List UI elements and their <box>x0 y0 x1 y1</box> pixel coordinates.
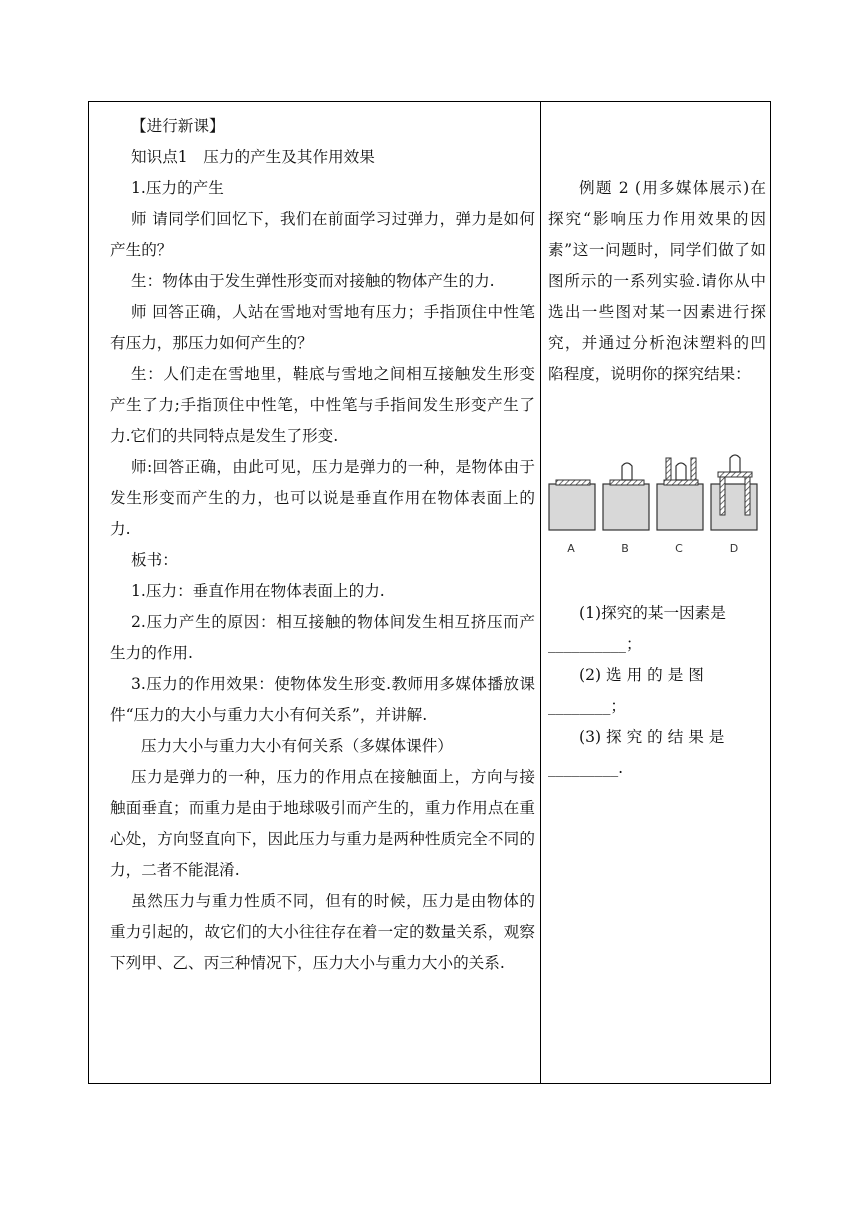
experiment-figure <box>548 450 766 560</box>
answer-blank-3[interactable]: _________. <box>548 759 624 777</box>
figure-label-a: A <box>567 542 575 555</box>
figure-c <box>657 458 703 530</box>
teacher-question-2: 师 回答正确，人站在雪地对雪地有压力；手指顶住中性笔有压力，那压力如何产生的？ <box>110 303 535 352</box>
question-1: (1)探究的某一因素是 __________； <box>548 604 726 653</box>
figure-b <box>603 463 649 530</box>
right-column <box>548 111 766 784</box>
question-2: (2) 选 用 的 是 图 ________； <box>548 666 704 715</box>
example-2-text: 例题 2 (用多媒体展示)在探究“影响压力作用效果的因素”这一问题时，同学们做了如图所示的一系列实验.请你从中选出一些图对某一因素进行探究，并通过分析泡沫塑料的凹陷程度，说明你的探究结果： <box>548 179 766 383</box>
figure-d <box>711 455 757 530</box>
board-item-3: 3.压力的作用效果：使物体发生形变.教师用多媒体播放课件“压力的大小与重力大小有何关系”，并讲解. <box>110 675 535 724</box>
column-divider <box>540 101 541 1084</box>
answer-blank-2[interactable]: ________； <box>548 697 626 715</box>
section-heading: 【进行新课】 <box>131 117 225 135</box>
media-paragraph-1: 压力是弹力的一种，压力的作用点在接触面上，方向与接触面垂直；而重力是由于地球吸引而产生的，重力作用点在重心处，方向竖直向下，因此压力与重力是两种性质完全不同的力，二者不能混淆. <box>110 768 535 879</box>
subheading-pressure-origin: 1.压力的产生 <box>131 179 224 197</box>
figure-label-b: B <box>621 542 629 555</box>
media-paragraph-2: 虽然压力与重力性质不同，但有的时候，压力是由物体的重力引起的，故它们的大小往往存在着一定的数量关系，观察下列甲、乙、丙三种情况下，压力大小与重力大小的关系. <box>110 892 535 972</box>
teacher-summary: 师:回答正确，由此可见，压力是弹力的一种，是物体由于发生形变而产生的力，也可以说是垂直作用在物体表面上的力. <box>110 458 535 538</box>
figure-label-c: C <box>675 542 683 555</box>
board-label: 板书： <box>131 551 178 569</box>
left-column <box>110 111 535 979</box>
question-3: (3) 探 究 的 结 果 是 _________. <box>548 728 725 777</box>
figure-a <box>549 480 595 530</box>
figure-label-d: D <box>729 542 739 555</box>
student-answer-2: 生：人们走在雪地里，鞋底与雪地之间相互接触发生形变产生了力;手指顶住中性笔，中性笔与手指间发生形变产生了力.它们的共同特点是发生了形变. <box>110 365 535 445</box>
board-item-1: 1.压力：垂直作用在物体表面上的力. <box>131 582 385 600</box>
board-item-2: 2.压力产生的原因：相互接触的物体间发生相互挤压而产生力的作用. <box>110 613 535 662</box>
student-answer-1: 生：物体由于发生弹性形变而对接触的物体产生的力. <box>131 272 495 290</box>
teacher-question-1: 师 请同学们回忆下，我们在前面学习过弹力，弹力是如何产生的？ <box>110 210 535 259</box>
knowledge-point-title: 知识点1 压力的产生及其作用效果 <box>131 148 375 166</box>
media-title: 压力大小与重力大小有何关系（多媒体课件） <box>141 737 453 755</box>
answer-blank-1[interactable]: __________； <box>548 635 642 653</box>
